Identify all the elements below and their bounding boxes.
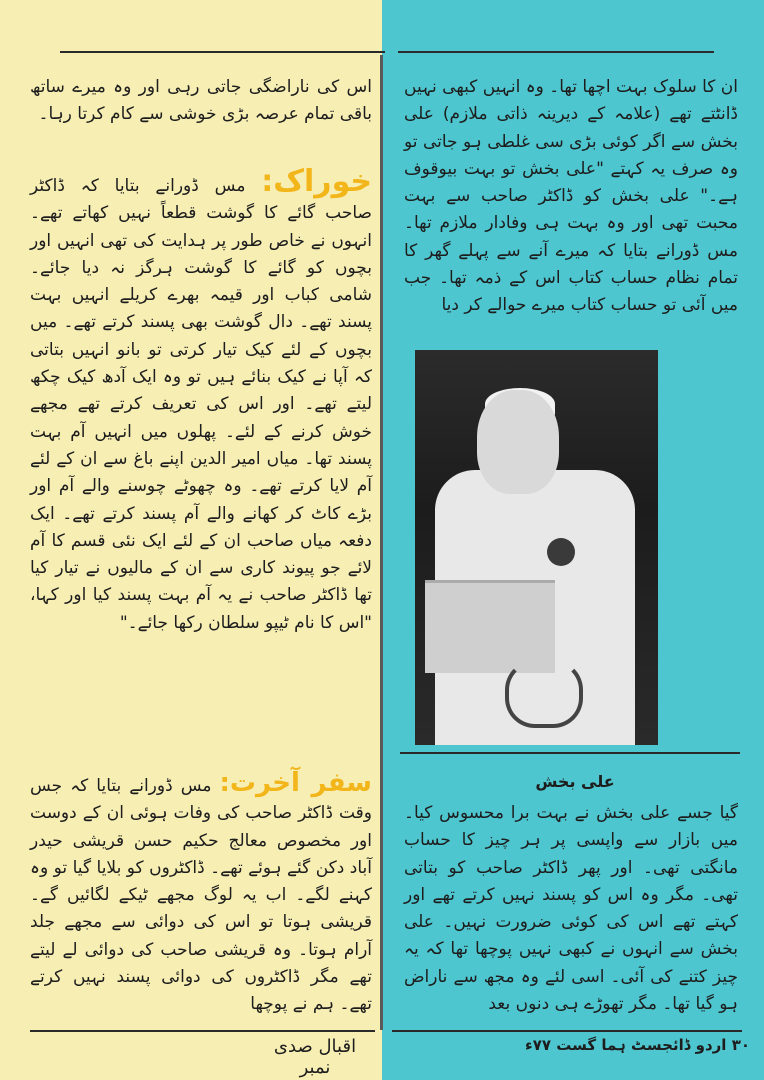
last-journey-section — [30, 770, 372, 1019]
photo-caption: علی بخش — [535, 772, 615, 791]
top-rule-right — [398, 51, 714, 53]
top-rule-left — [60, 51, 385, 53]
photo-figure-head — [477, 390, 559, 494]
food-section — [30, 164, 372, 637]
right-top-text: ان کا سلوک بہت اچھا تھا۔ وہ انہیں کبھی نہیں ڈانٹتے تھے (علامہ کے دیرینہ ذاتی ملازم) علی بخش سے اگر کوئی بڑی سی غلطی ہو جاتی تو وہ صرف یہ کہتے "علی بخش تو بہت بیوقوف ہے۔" علی بخش کو ڈاکٹر صاحب سے بہت محبت تھی اور وہ بہت ہی وفادار ملازم تھا۔ مس ڈورانے بتایا کہ میرے آنے سے پہلے گھر کا تمام نظام حساب کتاب اس کے ذمہ تھا۔ جب میں آئی تو حساب کتاب میرے حوالے کر دیا — [404, 77, 738, 316]
right-bottom-text: گیا جسے علی بخش نے بہت برا محسوس کیا۔ میں بازار سے واپسی پر ہر چیز کا حساب مانگتی تھی۔ اور پھر ڈاکٹر صاحب کو بتاتی تھی۔ مگر وہ اس کو پسند نہیں کرتے تھے اور کہتے تھے اس کی کوئی ضرورت نہیں۔ علی بخش سے انہوں نے کبھی نہیں پوچھا تھا کہ یہ چیز کتنے کی آئی۔ اسی لئے وہ مجھ سے ناراض ہو گیا تھا۔ مگر تھوڑے ہی دنوں بعد — [404, 803, 738, 1015]
food-text: مس ڈورانے بتایا کہ ڈاکٹر صاحب گائے کا گوشت قطعاً نہیں کھاتے تھے۔ انہوں نے خاص طور پر ہدایت کی تھی انہیں اور بچوں کو گائے کا گوشت ہرگز نہ دیا جائے۔ شامی کباب اور قیمہ بھرے کریلے انہیں بہت پسند تھے۔ دال گوشت بھی پسند کرتے تھے۔ میں بچوں کے لئے کیک تیار کرتی تو بانو انہیں بتاتی کہ آپا نے کیک بنائے ہیں تو وہ ایک آدھ کیک چکھ لیتے تھے۔ اور اس کی تعریف کرتے تھے مجھے خوش کرنے کے لئے۔ پھلوں میں انہیں آم بہت پسند تھا۔ میاں امیر الدین اپنے باغ سے ان کے لئے آم لایا کرتے تھے۔ وہ چھوٹے چوسنے والے آم اور بڑے کاٹ کر کھانے والے آم پسند کرتے تھے۔ ایک دفعہ میاں صاحب ان کے لئے ایک نئی قسم کا آم لائے جو پیوند کاری سے ان کے مالیوں نے تیار کیا تھا ڈاکٹر صاحب نے یہ آم بہت پسند کیا اور کہا، "اس کا نام ٹیپو سلطان رکھا جائے۔" — [30, 176, 372, 633]
footer-issue-title: اقبال صدی نمبر — [273, 1036, 357, 1078]
portrait-photo — [415, 350, 658, 745]
center-divider — [380, 55, 383, 1030]
left-intro-paragraph — [30, 74, 372, 129]
footer-page-info: ۳۰ اردو ڈائجسٹ ہما گست ۷۷ء — [525, 1036, 750, 1054]
bottom-rule-right — [392, 1030, 742, 1032]
right-bottom-paragraph — [404, 800, 738, 1018]
last-journey-heading: سفر آخرت: — [219, 768, 372, 798]
photo-hand — [505, 660, 583, 728]
bottom-rule-left — [30, 1030, 375, 1032]
last-journey-text: مس ڈورانے بتایا کہ جس وقت ڈاکٹر صاحب کی وفات ہوئی ان کے دوست اور مخصوص معالج حکیم حسن قریشی حیدر آباد دکن گئے ہوئے تھے۔ ڈاکٹروں کو بلایا گیا تو وہ کہنے لگے۔ اب یہ لوگ مجھے ٹیکے لگائیں گے۔ قریشی ہوتا تو اس کی دوائی سے مجھے جلد آرام ہوتا۔ وہ قریشی صاحب کی دوائی لے لیتے تھے مگر ڈاکٹروں کی دوائی پسند نہیں کرتے تھے۔ ہم نے پوچھا — [30, 776, 372, 1015]
caption-rule — [400, 752, 740, 754]
food-heading: خوراک: — [261, 164, 372, 199]
photo-badge — [547, 538, 575, 566]
intro-text: اس کی ناراضگی جاتی رہی اور وہ میرے ساتھ باقی تمام عرصہ بڑی خوشی سے کام کرتا رہا۔ — [30, 77, 372, 125]
right-top-paragraph — [404, 74, 738, 320]
